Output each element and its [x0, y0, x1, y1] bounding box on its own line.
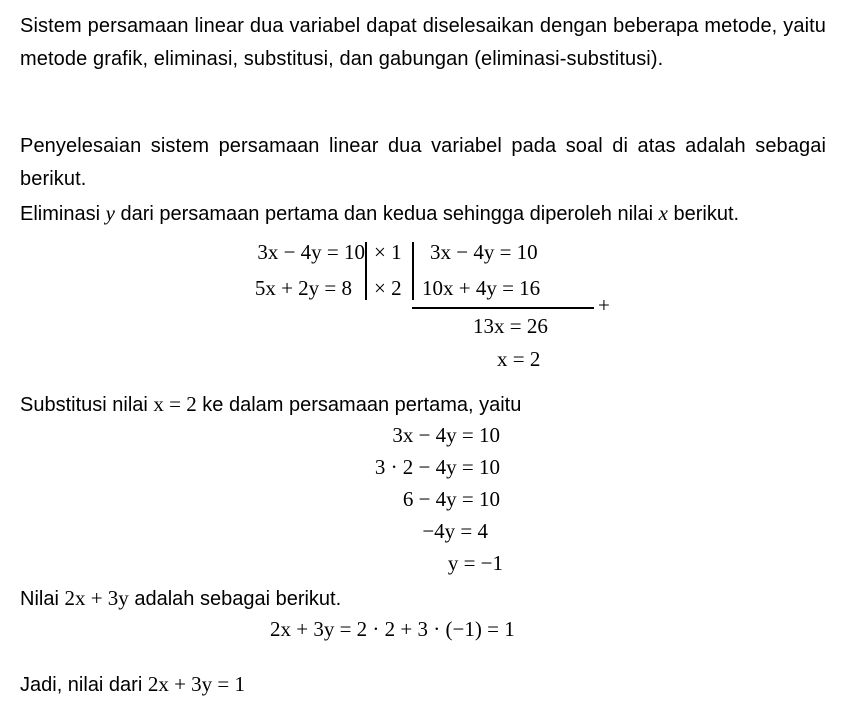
right-equation-1: 3x − 4y = 10: [430, 240, 538, 264]
solution-intro-paragraph: Penyelesaian sistem persamaan linear dua variabel pada soal di atas adalah sebagai berikut.: [20, 135, 826, 190]
variable-y: y: [105, 201, 115, 225]
text: dari persamaan pertama dan kedua sehingga diperoleh nilai: [114, 203, 659, 225]
variable-x: x: [658, 201, 668, 225]
text: berikut.: [667, 203, 740, 225]
substitution-instruction: [20, 392, 521, 417]
math-expression: 2x + 3y: [64, 586, 129, 610]
math-expression: x = 2: [153, 392, 197, 416]
substitution-step: 3 · 2 − 4y = 10: [374, 455, 500, 479]
plus-operator: +: [598, 293, 610, 317]
x-result: x = 2: [497, 347, 541, 371]
substitution-step: y = −1: [447, 551, 503, 575]
math-expression: 2x + 3y = 1: [147, 672, 246, 696]
text: Nilai: [20, 588, 65, 610]
text: ke dalam persamaan pertama, yaitu: [196, 394, 522, 416]
text: Substitusi nilai: [20, 394, 154, 416]
substitution-step: 3x − 4y = 10: [392, 423, 500, 447]
text: adalah sebagai berikut.: [128, 588, 342, 610]
left-equation-2: 5x + 2y = 8: [254, 276, 352, 300]
intro-paragraph: Sistem persamaan linear dua variabel dapat diselesaikan dengan beberapa metode, yaitu metode grafik, eliminasi, substitusi, dan gabungan (eliminasi-substitusi).: [20, 15, 826, 70]
sum-line: [412, 307, 594, 309]
conclusion: [20, 672, 245, 697]
multiplier-2: × 2: [374, 276, 402, 300]
substitution-step: −4y = 4: [422, 519, 488, 543]
value-instruction: [20, 586, 341, 611]
text: Jadi, nilai dari: [20, 674, 148, 696]
sum-equation: 13x = 26: [473, 314, 548, 338]
elimination-instruction: [20, 201, 739, 226]
divider-line: [365, 242, 367, 300]
right-equation-2: 10x + 4y = 16: [422, 276, 541, 300]
final-calculation: 2x + 3y = 2 · 2 + 3 · (−1) = 1: [270, 617, 515, 641]
divider-line: [412, 242, 414, 300]
substitution-step: 6 − 4y = 10: [402, 487, 500, 511]
multiplier-1: × 1: [374, 240, 402, 264]
left-equation-1: 3x − 4y = 10: [257, 240, 365, 264]
text: Eliminasi: [20, 203, 106, 225]
